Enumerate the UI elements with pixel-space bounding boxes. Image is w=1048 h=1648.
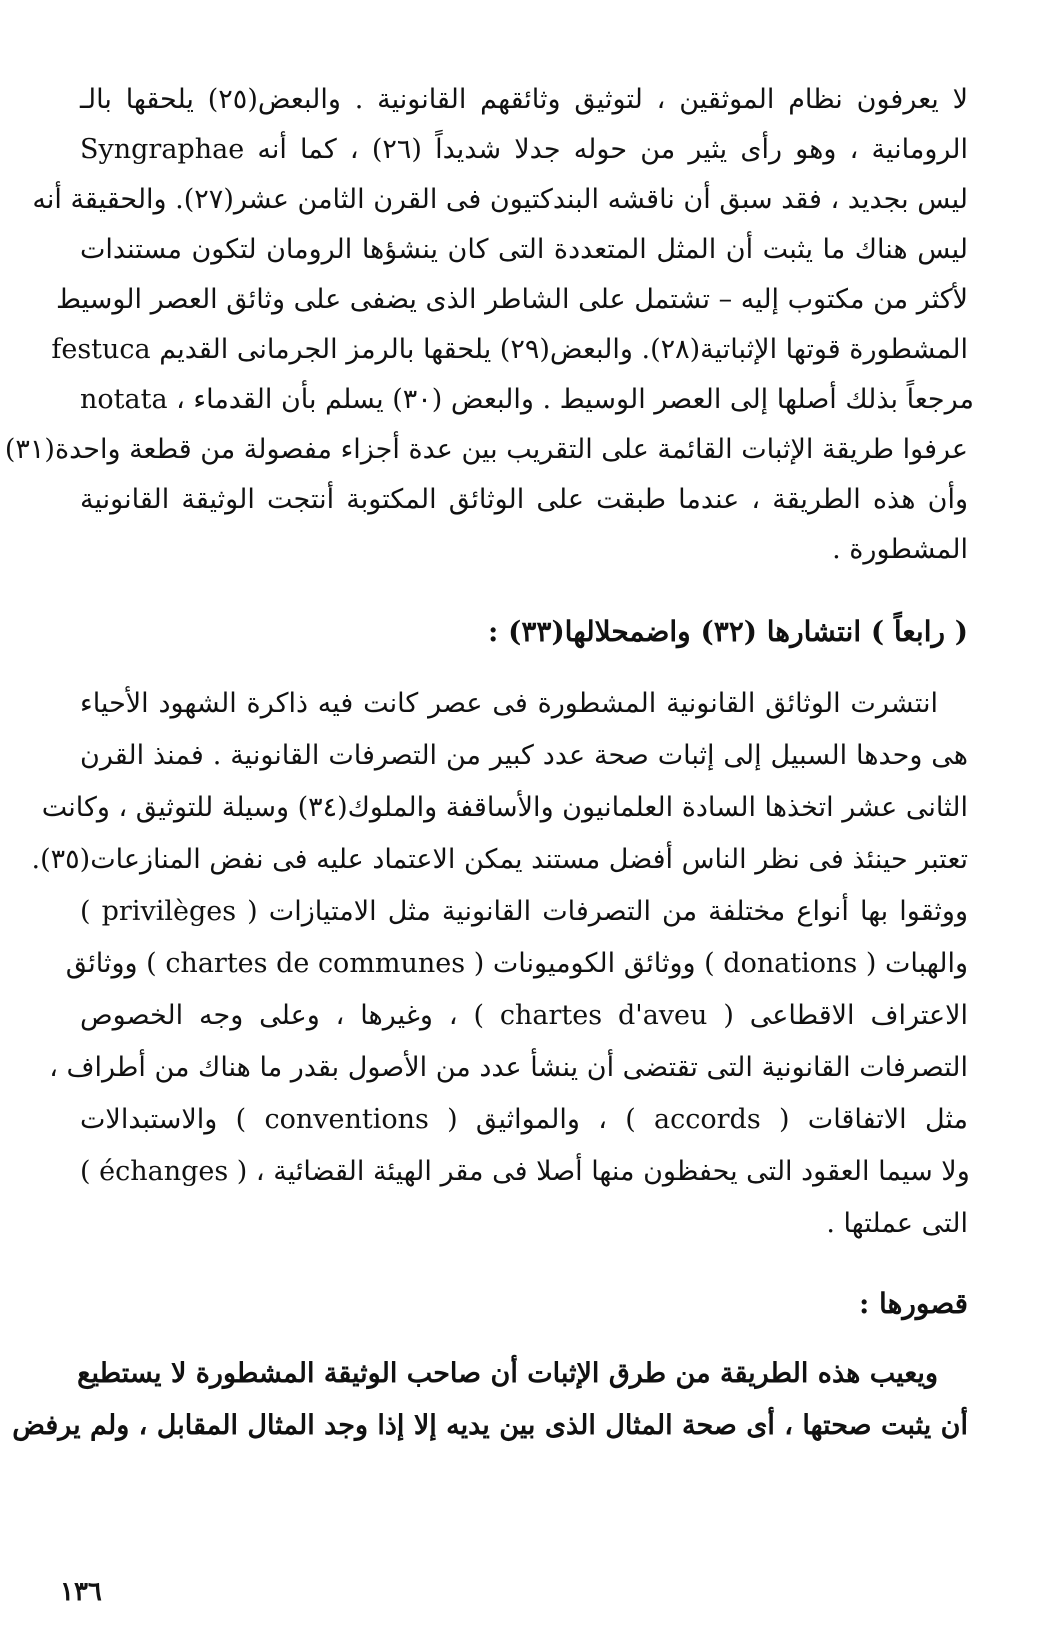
paragraph-2-line-1: انتشرت الوثائق القانونية المشطورة فى عصر كانت فيه ذاكرة الشهود الأحياء bbox=[80, 688, 938, 719]
paragraph-3-line-2: أن يثبت صحتها ، أى صحة المثال الذى بين يديه إلا إذا وجد المثال المقابل ، ولم يرفض bbox=[12, 1410, 968, 1441]
paragraph-2-line-10: ( échanges ) ، ولا سيما العقود التى يحفظون منها أصلا فى مقر الهيئة القضائية bbox=[80, 1156, 970, 1187]
paragraph-2-line-7: الاعتراف الاقطاعى ( chartes d'aveu ) ، وغيرها ، وعلى وجه الخصوص bbox=[80, 1000, 968, 1031]
paragraph-2-line-3: الثانى عشر اتخذها السادة العلمانيون والأساقفة والملوك(٣٤) وسيلة للتوثيق ، وكانت bbox=[41, 792, 968, 823]
paragraph-3-line-1: ويعيب هذه الطريقة من طرق الإثبات أن صاحب الوثيقة المشطورة لا يستطيع bbox=[77, 1358, 938, 1389]
paragraph-2-line-2: هى وحدها السبيل إلى إثبات صحة عدد كبير من التصرفات القانونية . فمنذ القرن bbox=[80, 740, 968, 771]
paragraph-2-line-9: مثل الاتفاقات ( accords ) ، والمواثيق ( conventions ) والاستبدالات bbox=[80, 1104, 968, 1135]
paragraph-1-line-7: notata ، مرجعاً بذلك أصلها إلى العصر الوسيط . والبعض (٣٠) يسلم بأن القدماء bbox=[80, 384, 974, 415]
paragraph-1-line-6: المشطورة قوتها الإثباتية(٢٨). والبعض(٢٩) يلحقها بالرمز الجرمانى القديم festuca bbox=[51, 334, 968, 365]
page-number: ١٣٦ bbox=[60, 1577, 102, 1607]
paragraph-2-line-4: تعتبر حينئذ فى نظر الناس أفضل مستند يمكن الاعتماد عليه فى نفض المنازعات(٣٥). bbox=[31, 844, 968, 875]
section-heading-spread: ( رابعاً ) انتشارها (٣٢) واضمحلالها(٣٣) : bbox=[488, 615, 968, 648]
paragraph-1-line-3: ليس بجديد ، فقد سبق أن ناقشه البندكتيون فى القرن الثامن عشر(٢٧). والحقيقة أنه bbox=[32, 184, 968, 215]
paragraph-1-line-1: لا يعرفون نظام الموثقين ، لتوثيق وثائقهم القانونية . والبعض(٢٥) يلحقها بالـ bbox=[80, 84, 968, 115]
paragraph-1-line-4: ليس هناك ما يثبت أن المثل المتعددة التى كان ينشؤها الرومان لتكون مستندات bbox=[80, 234, 968, 265]
paragraph-1-line-2: Syngraphae الرومانية ، وهو رأى يثير من حوله جدلا شديداً (٢٦) ، كما أنه bbox=[80, 134, 968, 165]
paragraph-2-line-11: التى عملتها . bbox=[826, 1208, 968, 1239]
paragraph-1-line-8: عرفوا طريقة الإثبات القائمة على التقريب بين عدة أجزاء مفصولة من قطعة واحدة(٣١) bbox=[4, 434, 968, 465]
paragraph-1-line-5: لأكثر من مكتوب إليه – تشتمل على الشاطر الذى يضفى على وثائق العصر الوسيط bbox=[55, 284, 968, 315]
paragraph-1-line-10: المشطورة . bbox=[832, 534, 968, 565]
paragraph-2-line-8: التصرفات القانونية التى تقتضى أن ينشأ عدد من الأصول بقدر ما هناك من أطراف ، bbox=[49, 1052, 968, 1083]
section-heading-shortcomings: قصورها : bbox=[858, 1287, 968, 1320]
paragraph-1-line-9: وأن هذه الطريقة ، عندما طبقت على الوثائق المكتوبة أنتجت الوثيقة القانونية bbox=[80, 484, 968, 515]
paragraph-2-line-6: والهبات ( donations ) ووثائق الكوميونات ( chartes de communes ) ووثائق bbox=[65, 948, 968, 979]
paragraph-2-line-5: ووثقوا بها أنواع مختلفة من التصرفات القانونية مثل الامتيازات ( privilèges ) bbox=[80, 896, 968, 927]
